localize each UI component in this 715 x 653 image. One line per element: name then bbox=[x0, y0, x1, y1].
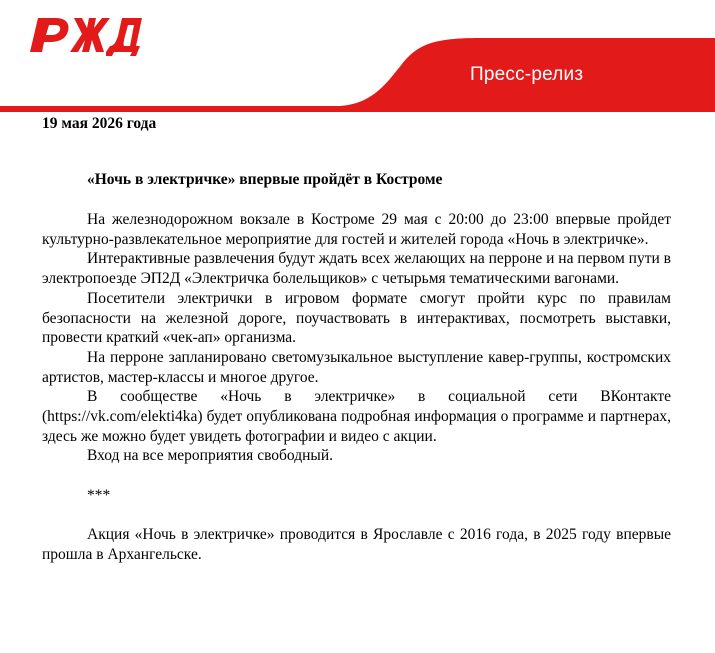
paragraph: Посетители электрички в игровом формате смогут пройти курс по правилам безопасности на железной дороге, поучаствовать в интерактивах, посмотреть выставки, провести краткий «чек-ап» организма. bbox=[42, 289, 671, 347]
paragraph: На железнодорожном вокзале в Костроме 29 мая с 20:00 до 23:00 впервые пройдет культурно-развлекательное мероприятие для гостей и жителей города «Ночь в электричке». bbox=[42, 211, 671, 248]
paragraph: Вход на все мероприятия свободный. bbox=[87, 447, 333, 465]
paragraph: Интерактивные развлечения будут ждать всех желающих на перроне и на первом пути в электропоезде ЭП2Д «Электричка болельщиков» с четырьмя тематическими вагонами. bbox=[42, 250, 671, 288]
spacer bbox=[42, 466, 671, 486]
paragraph: В сообществе «Ночь в электричке» в социальной сети ВКонтакте (https://vk.com/elekti4ka) будет опубликована подробная информация о программе и партнерах, здесь же можно будет увидеть фотографии и видео с акции. bbox=[42, 388, 671, 445]
paragraph: На перроне запланировано светомузыкальное выступление кавер-группы, костромских артистов, мастер-классы и многое другое. bbox=[42, 348, 671, 386]
spacer bbox=[42, 506, 671, 526]
header bbox=[0, 0, 715, 112]
rzd-logo bbox=[30, 18, 142, 56]
footer-paragraph: Акция «Ночь в электричке» проводится в Ярославле с 2016 года, в 2025 году впервые прошла в Архангельске. bbox=[42, 526, 671, 563]
release-date: 19 мая 2026 года bbox=[42, 115, 157, 132]
release-title: «Ночь в электричке» впервые пройдёт в Костроме bbox=[87, 171, 443, 188]
banner-label: Пресс-релиз bbox=[470, 64, 584, 85]
separator: *** bbox=[87, 486, 111, 504]
release-body bbox=[42, 210, 671, 565]
header-graphic bbox=[0, 0, 715, 112]
